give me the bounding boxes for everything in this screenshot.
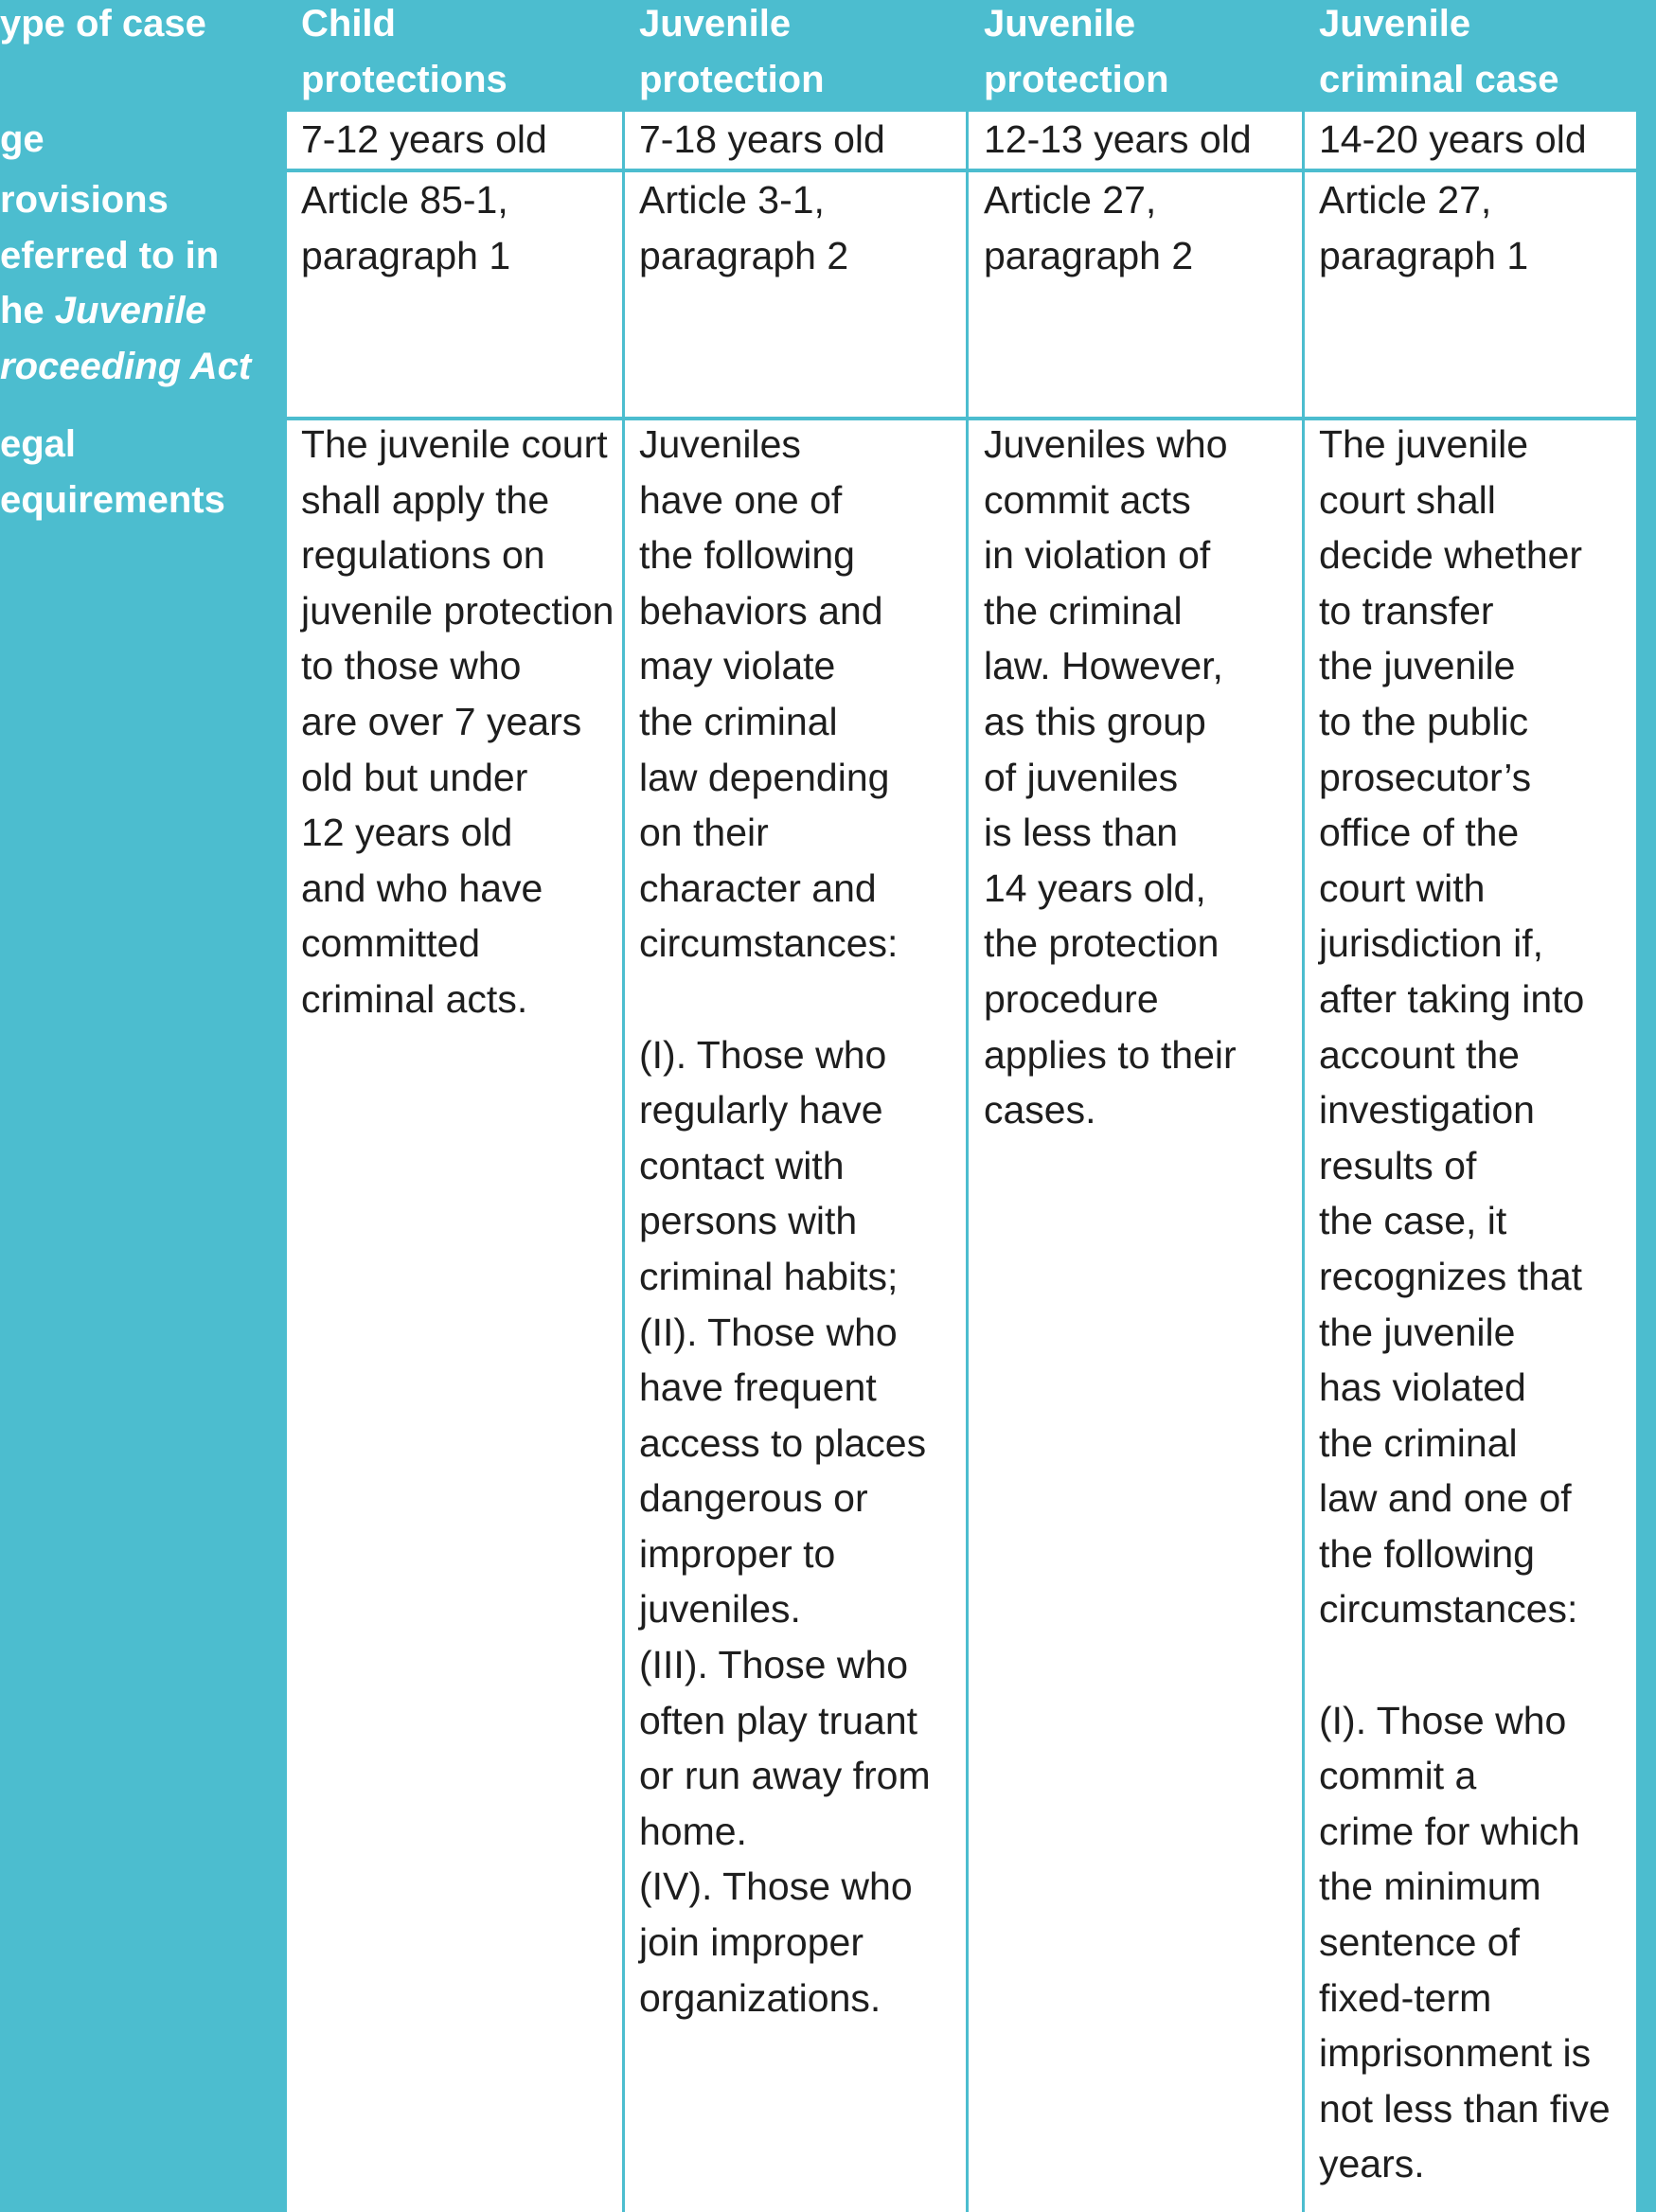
text-line: juveniles. (639, 1587, 801, 1632)
text-line: jurisdiction if, (1319, 921, 1543, 966)
age-col1 (287, 112, 622, 169)
provisions-col4-line1: Article 27, (1319, 178, 1492, 222)
legal-col4-lines (1319, 420, 1636, 2192)
text-line: persons with (639, 1199, 858, 1243)
text-line (1319, 1637, 1636, 1693)
text-line: court shall (1319, 477, 1496, 522)
text-line: recognizes that (1319, 1254, 1583, 1298)
text-line: old but under (301, 755, 528, 799)
age-col3 (969, 112, 1302, 169)
header-col1-line2: protections (301, 58, 507, 100)
provisions-label-line1: rovisions (0, 179, 169, 221)
legal-col2-lines (639, 420, 966, 2025)
text-line: to those who (301, 644, 522, 688)
text-line: criminal habits; (639, 1254, 899, 1298)
header-type-of-case-text: ype of case (0, 3, 206, 45)
text-line: years. (1319, 2142, 1425, 2186)
text-line: imprisonment is (1319, 2031, 1592, 2076)
provisions-col4 (1305, 172, 1636, 417)
header-col-juvenile-criminal-case (1319, 0, 1641, 109)
text-line: investigation (1319, 1088, 1535, 1133)
text-line: committed (301, 921, 481, 966)
text-line: to the public (1319, 699, 1529, 743)
header-col1-line1: Child (301, 3, 396, 45)
age-col2 (625, 112, 966, 169)
provisions-label-italic: Juvenile (54, 290, 206, 331)
text-line: (I). Those who (1319, 1698, 1567, 1742)
legal-col2 (625, 420, 966, 2212)
legal-col1 (287, 420, 622, 2212)
text-line: the case, it (1319, 1199, 1507, 1243)
text-line: as this group (984, 699, 1206, 743)
text-line: Juveniles who (984, 422, 1228, 466)
text-line: (IV). Those who (639, 1864, 913, 1909)
text-line: after taking into (1319, 976, 1585, 1021)
text-line: (III). Those who (639, 1643, 909, 1687)
header-type-of-case (0, 0, 284, 109)
text-line: sentence of (1319, 1920, 1520, 1965)
text-line: organizations. (639, 1975, 881, 2020)
text-line: cases. (984, 1088, 1096, 1133)
header-col3-line1: Juvenile (984, 3, 1136, 45)
legal-label-line1: egal (0, 423, 77, 465)
text-line: of juveniles (984, 755, 1179, 799)
text-line: juvenile protection (301, 588, 614, 633)
text-line: the criminal (1319, 1420, 1518, 1465)
age-col4 (1305, 112, 1636, 169)
text-line: commit acts (984, 477, 1191, 522)
provisions-label-line2: eferred to in (0, 234, 220, 276)
text-line: the criminal (639, 699, 838, 743)
row-label-age-text: ge (0, 118, 45, 160)
text-line: the minimum (1319, 1864, 1541, 1909)
text-line: decide whether (1319, 533, 1583, 578)
provisions-label-line4: roceeding Act (0, 345, 252, 387)
provisions-col1-line1: Article 85-1, (301, 178, 508, 222)
text-line: improper to (639, 1531, 836, 1576)
text-line: prosecutor’s (1319, 755, 1532, 799)
legal-label-line2: equirements (0, 478, 225, 521)
row-label-provisions (0, 172, 284, 417)
provisions-col3 (969, 172, 1302, 417)
age-col4-text: 14-20 years old (1319, 117, 1587, 161)
text-line: dangerous or (639, 1476, 868, 1521)
provisions-col1 (287, 172, 622, 417)
provisions-col2-line1: Article 3-1, (639, 178, 825, 222)
text-line (639, 972, 966, 1027)
provisions-col2 (625, 172, 966, 417)
text-line: criminal acts. (301, 976, 528, 1021)
text-line: have frequent (639, 1365, 877, 1410)
text-line: procedure (984, 976, 1159, 1021)
text-line: to transfer (1319, 588, 1494, 633)
age-col2-text: 7-18 years old (639, 117, 885, 161)
text-line: The juvenile court (301, 422, 608, 466)
text-line: law. However, (984, 644, 1223, 688)
provisions-col2-line2: paragraph 2 (639, 233, 849, 277)
text-line: character and (639, 865, 877, 910)
text-line: and who have (301, 865, 543, 910)
header-col4-line1: Juvenile (1319, 3, 1471, 45)
header-col-juvenile-protection-2 (984, 0, 1296, 109)
text-line: the juvenile (1319, 1310, 1516, 1354)
text-line: commit a (1319, 1754, 1477, 1798)
age-col1-text: 7-12 years old (301, 117, 547, 161)
text-line: circumstances: (639, 921, 899, 966)
text-line: is less than (984, 811, 1179, 855)
header-col2-line2: protection (639, 58, 825, 100)
text-line: have one of (639, 477, 843, 522)
provisions-col4-line2: paragraph 1 (1319, 233, 1529, 277)
text-line: access to places (639, 1420, 927, 1465)
header-col3-line2: protection (984, 58, 1169, 100)
header-col4-line2: criminal case (1319, 58, 1559, 100)
text-line: Juveniles (639, 422, 801, 466)
row-label-legal-requirements (0, 420, 284, 2212)
age-col3-text: 12-13 years old (984, 117, 1252, 161)
legal-col1-lines (301, 420, 622, 1027)
text-line: on their (639, 811, 769, 855)
text-line: in violation of (984, 533, 1211, 578)
text-line: applies to their (984, 1032, 1237, 1077)
text-line: shall apply the (301, 477, 550, 522)
text-line: law and one of (1319, 1476, 1572, 1521)
legal-col3 (969, 420, 1302, 2212)
text-line: home. (639, 1809, 747, 1853)
text-line: results of (1319, 1143, 1477, 1187)
text-line: 12 years old (301, 811, 513, 855)
text-line: fixed-term (1319, 1975, 1492, 2020)
text-line: (II). Those who (639, 1310, 898, 1354)
header-col-child-protections (301, 0, 620, 109)
text-line: not less than five (1319, 2086, 1611, 2131)
text-line: may violate (639, 644, 836, 688)
header-col2-line1: Juvenile (639, 3, 792, 45)
text-line: behaviors and (639, 588, 883, 633)
text-line: contact with (639, 1143, 845, 1187)
text-line: are over 7 years (301, 699, 582, 743)
text-line: regulations on (301, 533, 545, 578)
text-line: crime for which (1319, 1809, 1580, 1853)
provisions-label-line3-prefix: he (0, 290, 55, 331)
text-line: the following (639, 533, 855, 578)
text-line: often play truant (639, 1698, 918, 1742)
text-line: the following (1319, 1531, 1535, 1576)
text-line: The juvenile (1319, 422, 1529, 466)
text-line: join improper (639, 1920, 864, 1965)
text-line: or run away from (639, 1754, 931, 1798)
text-line: account the (1319, 1032, 1520, 1077)
text-line: 14 years old, (984, 865, 1206, 910)
text-line: office of the (1319, 811, 1520, 855)
header-col-juvenile-protection-1 (639, 0, 961, 109)
text-line: the protection (984, 921, 1220, 966)
text-line: court with (1319, 865, 1486, 910)
provisions-col3-line1: Article 27, (984, 178, 1157, 222)
provisions-col3-line2: paragraph 2 (984, 233, 1194, 277)
text-line: regularly have (639, 1088, 883, 1133)
text-line: the criminal (984, 588, 1183, 633)
provisions-col1-line2: paragraph 1 (301, 233, 511, 277)
provisions-label-line3 (0, 283, 284, 339)
row-label-age (0, 112, 284, 169)
text-line: law depending (639, 755, 890, 799)
legal-col4 (1305, 420, 1636, 2212)
text-line: has violated (1319, 1365, 1526, 1410)
text-line: the juvenile (1319, 644, 1516, 688)
legal-col3-lines (984, 420, 1302, 1138)
text-line: (I). Those who (639, 1032, 887, 1077)
text-line: circumstances: (1319, 1587, 1578, 1632)
